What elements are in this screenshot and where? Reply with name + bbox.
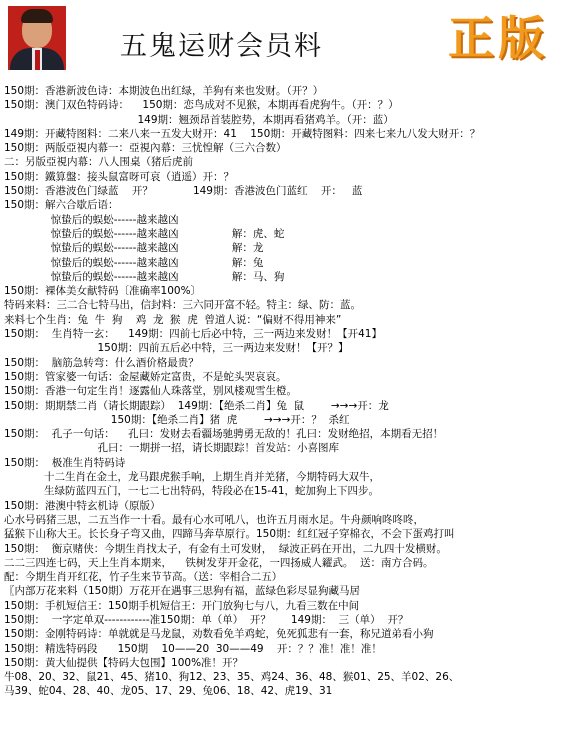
text-line: 149期：翘颈昂首装腔势，本期再看猪鸡羊。（开：蓝） (4, 113, 394, 126)
text-line: 特码来料：三二合七特马出，信封料：三六同开富不轻。特主：绿、防：蓝。 (4, 299, 361, 312)
text-line: 150期：精选特码段 150期 10——20 30——49 开：？？准！准！准！ (4, 642, 382, 655)
text-line: 150期：手机短信王：150期手机短信王：开门放狗七与八，九看三数在中间 (4, 599, 360, 612)
text-line: 〖内部万花来料（150期）万花开在遇事三思狗有福，蓝绿色彩尽显狗藏马居 (4, 585, 361, 598)
text-line: 牛08、20、32、鼠21、45、猪10、狗12、23、35、鸡24、36、48、猴01、25、羊02、26、 (4, 671, 460, 684)
text-line: 150期：期期禁二肖（请长期跟踪） 149期：【绝杀二肖】兔 鼠 →→→开：龙 (4, 399, 389, 412)
text-line: 孔曰：一期拼一招，请长期跟踪！首发站：小喜图库 (4, 442, 339, 455)
text-line: 150期：黄大仙提供【特码大包围】100%准！开？ (4, 656, 244, 669)
portrait-tie (35, 50, 40, 70)
text-line: 来料七个生肖：兔 牛 狗 鸡 龙 猴 虎 曾道人说：“偏财不得用神来” (4, 313, 342, 326)
text-line: 150期：香港新波色诗：本期波色出红绿，羊狗有来也发财。（开？） (4, 85, 324, 97)
text-line: 150期： 生肖特一玄： 149期：四前七后必中特，三一两边来发财！【开41】 (4, 328, 382, 341)
text-line: 150期： 孔子一句话： 孔曰：发财去看疆场驰骋勇无敌的！孔曰：发财绝招，本期看无招！ (4, 428, 444, 441)
text-line: 二二三四连七码，天上生肖本期来， 铁树发芽开金花，一四扬威人糴武。 送：南方合码。 (4, 556, 434, 569)
text-line: 惊蛰后的蜈蚣------越来越凶 解：虎、蛇 (4, 227, 285, 240)
text-line: 150期： 衡京赌侠：今期生肖找太子，有金有土可发财， 绿波正码在开出，二九四十发横财。 (4, 542, 447, 555)
text-line: 惊蛰后的蜈蚣------越来越凶 解：兔 (4, 256, 264, 269)
text-line: 惊蛰后的蜈蚣------越来越凶 解：马、狗 (4, 270, 285, 283)
text-line: 150期：裸体美女献特码〔准确率100%〕 (4, 285, 202, 298)
text-line: 150期：金刚特码诗：单就就是马龙鼠，劝数看免羊鸡蛇，免死狐悲有一套，称兄道弟看小狗 (4, 628, 434, 641)
text-line: 150期：香港一句定生肖！逐露仙人珠落堂，别风楼观雪生橙。 (4, 385, 298, 398)
text-line: 150期： 极准生肖特码诗 (4, 456, 126, 469)
text-line: 149期：开藏特图料：二来八来一五发大财开：41 150期：开藏特图料：四来七来九八发大财开：？ (4, 127, 481, 140)
text-line: 150期：管家婆一句话：金屋藏娇定富贵，不是蛇头哭哀哀。 (4, 370, 287, 383)
text-line: 150期：【绝杀二肖】猪 虎 →→→开：？ 杀红 (4, 413, 350, 426)
text-line: 150期： 脑筋急转弯：什么酒价格最贵？ (4, 356, 199, 369)
text-line: 150期：两版亞視内幕一：亞視內幕：三忧惶解（三六合数） (4, 142, 287, 155)
text-line: 十二生肖在金土，龙马跟虎猴手响，上期生肖并羌猪，今期特码大双牛， (4, 471, 381, 484)
text-line: 心水号码猪三思，二五当作一十看。最有心水可吼八，也许五月雨水足。牛舟颜响咚咚咚， (4, 513, 424, 526)
authentic-stamp: 正版 (448, 11, 548, 65)
header-portrait-photo (8, 6, 66, 70)
content-lines (4, 84, 576, 699)
portrait-hair (21, 9, 53, 23)
text-line: 150期：香港波色门绿蓝 开？ 149期：香港波色门蓝红 开： 蓝 (4, 185, 363, 198)
text-line: 配：今期生肖开红花，竹子生来节节高。（送：宰相合二五） (4, 571, 283, 584)
text-line: 生绿防蓝四五门，一七二七出特码，特段必在15-41，蛇加狗上下四步。 (4, 485, 380, 498)
text-line: 惊蛰后的蜈蚣------越来越凶 (4, 213, 179, 226)
text-line: 150期：澳门双色特码诗： 150期：恋鸟成对不见猴，本期再看虎狗牛。（开：？） (4, 99, 399, 112)
page-title: 五鬼运财会员料 (120, 31, 323, 62)
text-line: 150期：鐵算盤：接头鼠富呀可哀（逍遥）开：？ (4, 170, 235, 183)
text-line: 150期：港澳中特玄机诗（原版） (4, 499, 161, 512)
text-line: 惊蛰后的蜈蚣------越来越凶 解：龙 (4, 242, 264, 255)
text-line: 二：另版亞視内幕：八人围桌（猪后虎前 (4, 156, 193, 169)
text-line: 150期：解六合歇后语： (4, 199, 119, 212)
text-line: 马39、蛇04、28、40、龙05、17、29、兔06、18、42、虎19、31 (4, 685, 333, 698)
text-line: 150期： 一字定单双------------准150期：单（单） 开？ 149期： 三（单） 开？ (4, 613, 409, 626)
text-line: 猛猴下山称大王。长长身子弯又曲，四蹄马奔草原行。150期：红红冠子穿棉衣，不会下蛋鸡打叫 (4, 528, 455, 541)
text-line: 150期：四前五后必中特，三一两边来发财！【开？】 (4, 342, 349, 355)
